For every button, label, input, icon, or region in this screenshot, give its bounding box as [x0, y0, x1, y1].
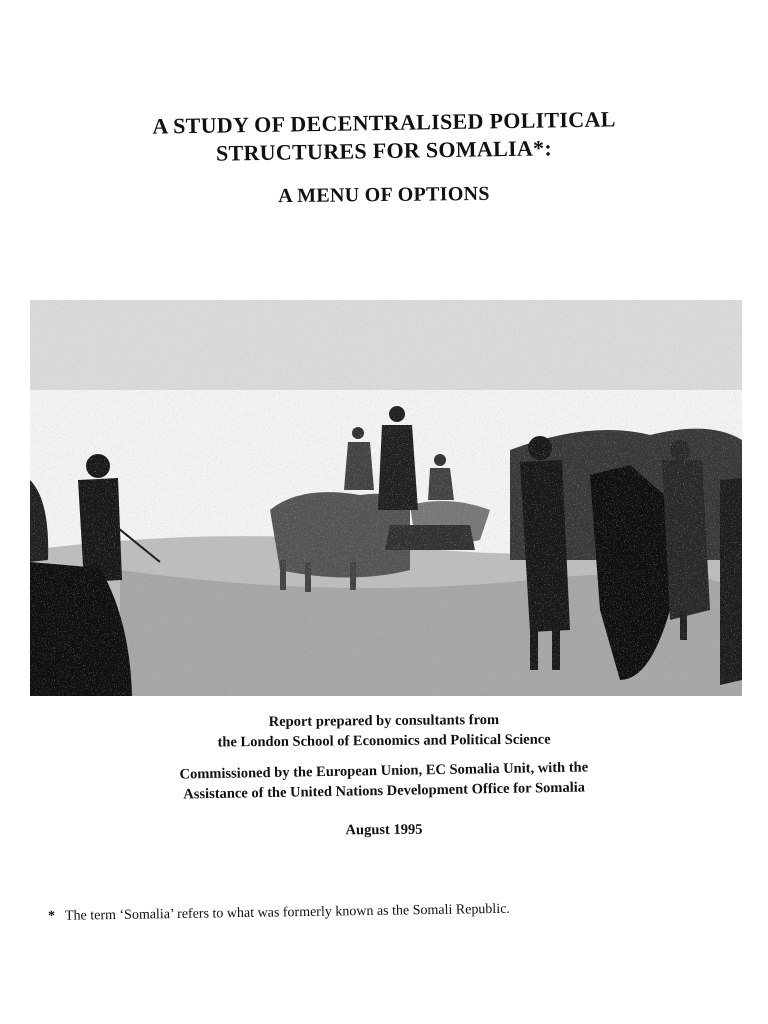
cover-photo-illustration: [30, 300, 742, 696]
cover-photo: [30, 300, 742, 696]
subtitle: A MENU OF OPTIONS: [278, 182, 490, 208]
title-line-1: A STUDY OF DECENTRALISED POLITICAL: [152, 106, 616, 139]
footnote-marker: *: [47, 908, 56, 925]
report-credit-line-1: Report prepared by consultants from: [268, 711, 500, 731]
report-credit-line-2: the London School of Economics and Political Science: [217, 731, 551, 751]
footnote-text: The term ‘Somalia’ refers to what was formerly known as the Somali Republic.: [64, 901, 510, 924]
publication-date: August 1995: [345, 821, 423, 839]
report-credit: [0, 708, 768, 755]
commission-line-2: Assistance of the United Nations Development Office for Somalia: [183, 779, 586, 803]
footnote: [48, 899, 688, 925]
title-line-2: STRUCTURES FOR SOMALIA*:: [215, 135, 553, 166]
commission-line-1: Commissioned by the European Union, EC Somalia Unit, with the: [179, 759, 589, 783]
commission-credit: [0, 754, 768, 807]
